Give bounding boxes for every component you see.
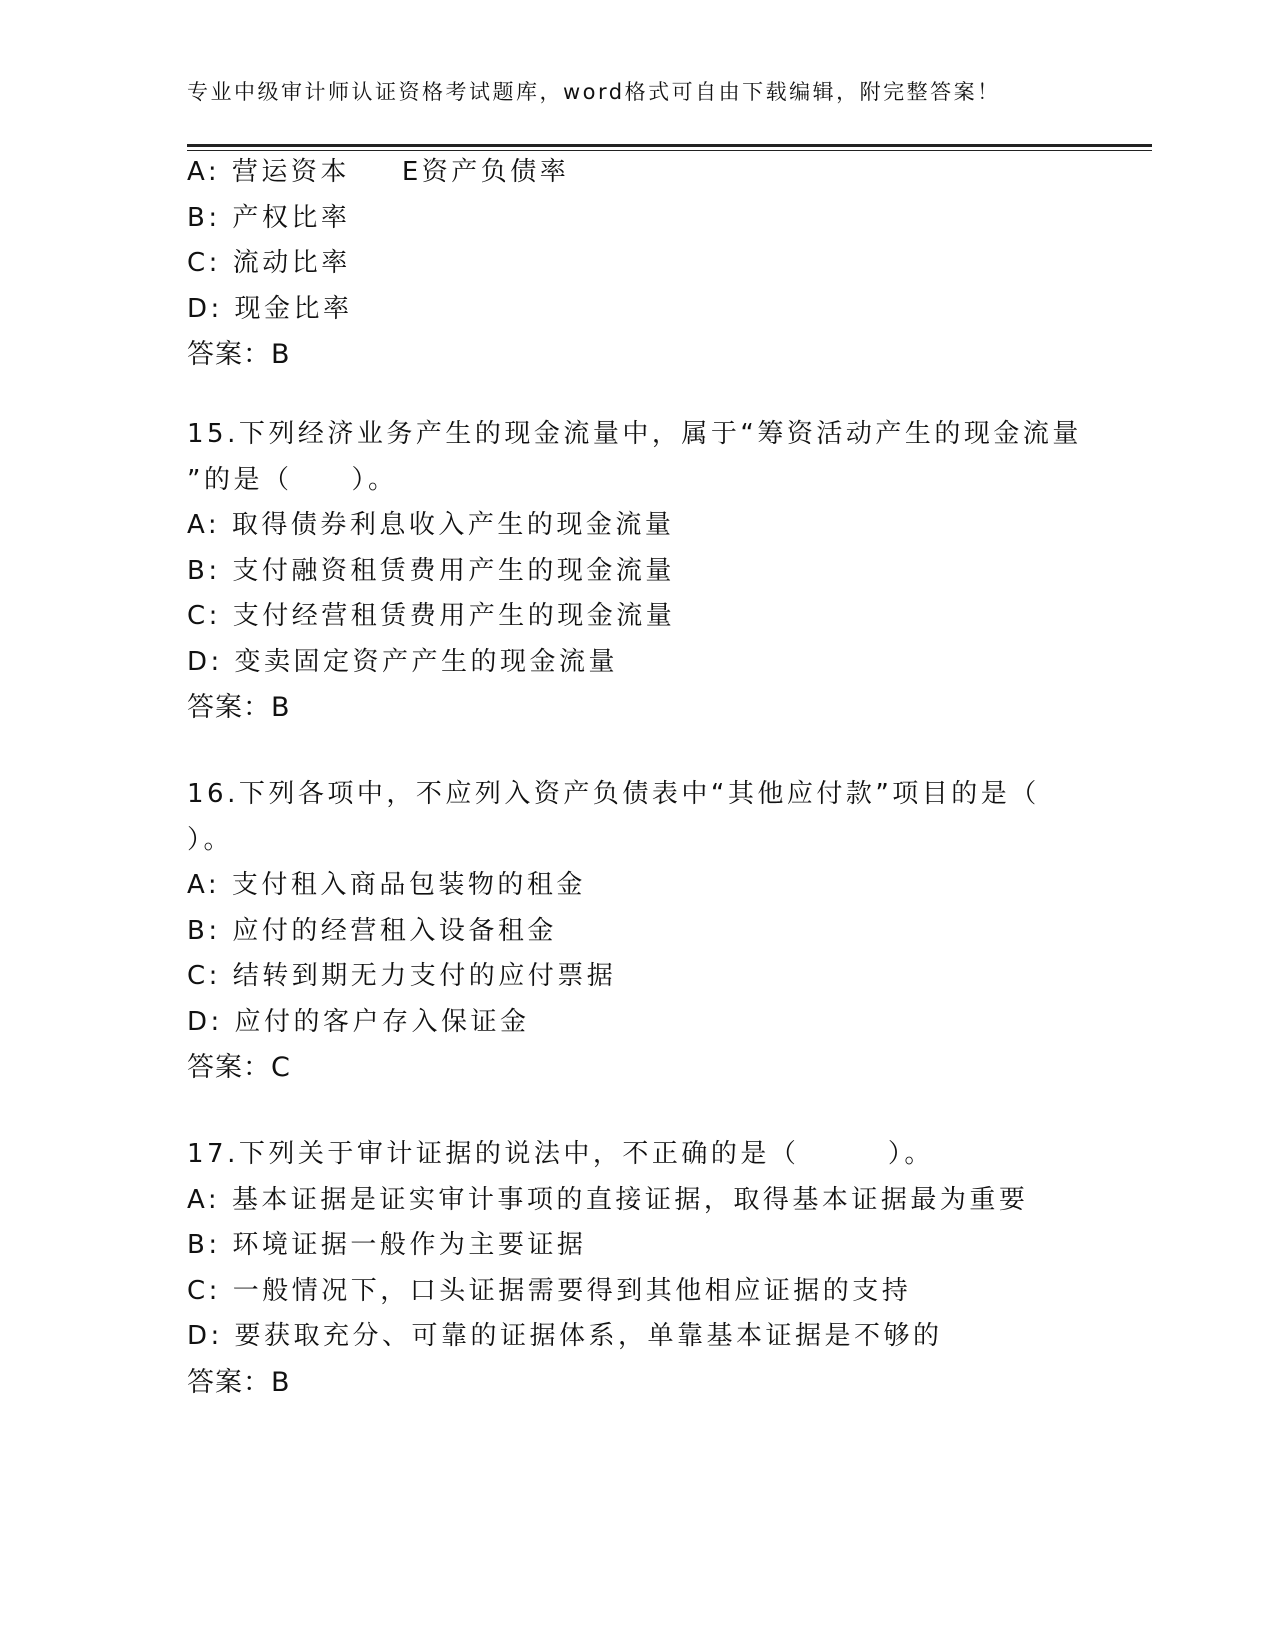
option-text: 支付租入商品包装物的租金 (231, 870, 586, 900)
option-letter: B: (187, 1230, 221, 1260)
question-16 (187, 772, 1152, 1091)
option-d (187, 1000, 1152, 1046)
question-stem-line-2: ”的是（ ）。 (187, 464, 398, 495)
question-stem-line-1: 15.下列经济业务产生的现金流量中，属于“筹资活动产生的现金流量 (187, 419, 1082, 449)
question-17 (187, 1132, 1152, 1405)
option-d (187, 1314, 1152, 1360)
option-letter: C: (187, 1275, 221, 1306)
option-text: 基本证据是证实审计事项的直接证据，取得基本证据最为重要 (231, 1184, 1029, 1215)
option-text: 支付融资租赁费用产生的现金流量 (232, 555, 675, 586)
option-text: 变卖固定资产产生的现金流量 (234, 646, 619, 677)
option-letter: B: (187, 915, 221, 946)
option-letter: A: (187, 510, 221, 540)
question-15 (187, 412, 1152, 731)
option-a (187, 1178, 1152, 1224)
option-letter: A: (187, 157, 221, 187)
option-c (187, 954, 1152, 1000)
answer: 答案：B (187, 692, 291, 723)
option-b (187, 549, 1152, 595)
option-text: 营运资本 (231, 157, 350, 187)
option-text: 流动比率 (232, 248, 351, 278)
option-letter: C: (187, 248, 221, 278)
option-letter: C: (187, 961, 221, 991)
option-text: 一般情况下，口头证据需要得到其他相应证据的支持 (232, 1275, 912, 1306)
page-header: 专业中级审计师认证资格考试题库，word格式可自由下载编辑，附完整答案！ (187, 80, 1001, 104)
answer: 答案：C (187, 1052, 291, 1083)
option-text: 要获取充分、可靠的证据体系，单靠基本证据是不够的 (234, 1321, 943, 1351)
option-c (187, 241, 1152, 287)
option-letter: D: (187, 293, 223, 324)
option-text: 支付经营租赁费用产生的现金流量 (232, 601, 676, 631)
option-letter: C: (187, 601, 221, 631)
option-d (187, 287, 1152, 333)
option-text: 产权比率 (232, 202, 351, 233)
option-letter: D: (187, 1321, 223, 1351)
option-a (187, 150, 1152, 196)
answer: 答案：B (187, 1366, 291, 1398)
option-text-extra: E资产负债率 (401, 157, 570, 187)
option-letter: A: (187, 1184, 221, 1215)
option-d (187, 640, 1152, 686)
question-14-tail (187, 150, 1152, 378)
option-b (187, 909, 1152, 955)
option-letter: D: (187, 646, 223, 677)
option-c (187, 1269, 1152, 1315)
header-rule-thick (187, 144, 1152, 147)
option-b (187, 196, 1152, 242)
option-text: 应付的经营租入设备租金 (232, 915, 557, 946)
option-text: 应付的客户存入保证金 (234, 1006, 530, 1037)
answer: 答案：B (187, 339, 291, 370)
option-text: 结转到期无力支付的应付票据 (232, 961, 617, 991)
option-text: 环境证据一般作为主要证据 (232, 1230, 587, 1260)
option-letter: B: (187, 202, 221, 233)
question-stem-line-1: 17.下列关于审计证据的说法中，不正确的是（ ）。 (187, 1139, 934, 1169)
option-letter: B: (187, 555, 221, 586)
option-a (187, 863, 1152, 909)
option-a (187, 503, 1152, 549)
question-stem-line-2: ）。 (187, 824, 234, 855)
option-letter: D: (187, 1006, 223, 1037)
option-b (187, 1223, 1152, 1269)
option-letter: A: (187, 870, 221, 900)
option-text: 现金比率 (234, 293, 353, 324)
option-c (187, 594, 1152, 640)
question-stem-line-1: 16.下列各项中，不应列入资产负债表中“其他应付款”项目的是（ (187, 779, 1040, 809)
option-text: 取得债券利息收入产生的现金流量 (231, 510, 675, 540)
